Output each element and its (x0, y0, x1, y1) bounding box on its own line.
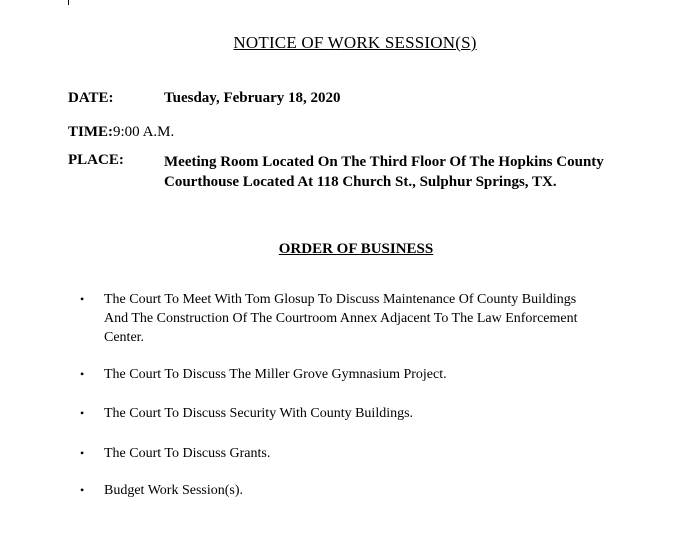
notice-title: NOTICE OF WORK SESSION(S) (233, 33, 477, 52)
time-value: 9:00 A.M. (113, 124, 175, 140)
agenda-item-line: The Court To Discuss Security With County Buildings. (104, 406, 414, 421)
agenda-item-line: The Court To Discuss The Miller Grove Gymnasium Project. (104, 367, 447, 382)
agenda-item-line: The Court To Meet With Tom Glosup To Discuss Maintenance Of County Buildings (104, 292, 577, 307)
place-label: PLACE: (68, 152, 124, 168)
agenda-item-line: Budget Work Session(s). (104, 483, 244, 498)
time-label: TIME: (68, 124, 113, 140)
page-corner-mark (68, 0, 69, 5)
agenda-item (80, 481, 624, 500)
agenda-item (80, 290, 624, 347)
agenda-item-line: The Court To Discuss Grants. (104, 446, 271, 461)
bullet-icon: • (80, 292, 85, 306)
place-line-1: Meeting Room Located On The Third Floor Of The Hopkins County (164, 154, 604, 170)
agenda-item-line: And The Construction Of The Courtroom Annex Adjacent To The Law Enforcement (104, 311, 578, 326)
place-value (164, 152, 644, 192)
place-line-2: Courthouse Located At 118 Church St., Sulphur Springs, TX. (164, 174, 557, 190)
agenda-item (80, 404, 624, 423)
agenda-item-line: Center. (104, 330, 145, 345)
order-of-business-heading: ORDER OF BUSINESS (278, 241, 434, 257)
time-row (68, 124, 174, 141)
bullet-icon: • (80, 406, 85, 420)
agenda-item (80, 444, 624, 463)
date-value: Tuesday, February 18, 2020 (164, 90, 341, 106)
bullet-icon: • (80, 367, 85, 381)
agenda-item (80, 365, 624, 384)
bullet-icon: • (80, 483, 85, 497)
date-label: DATE: (68, 90, 114, 106)
bullet-icon: • (80, 446, 85, 460)
